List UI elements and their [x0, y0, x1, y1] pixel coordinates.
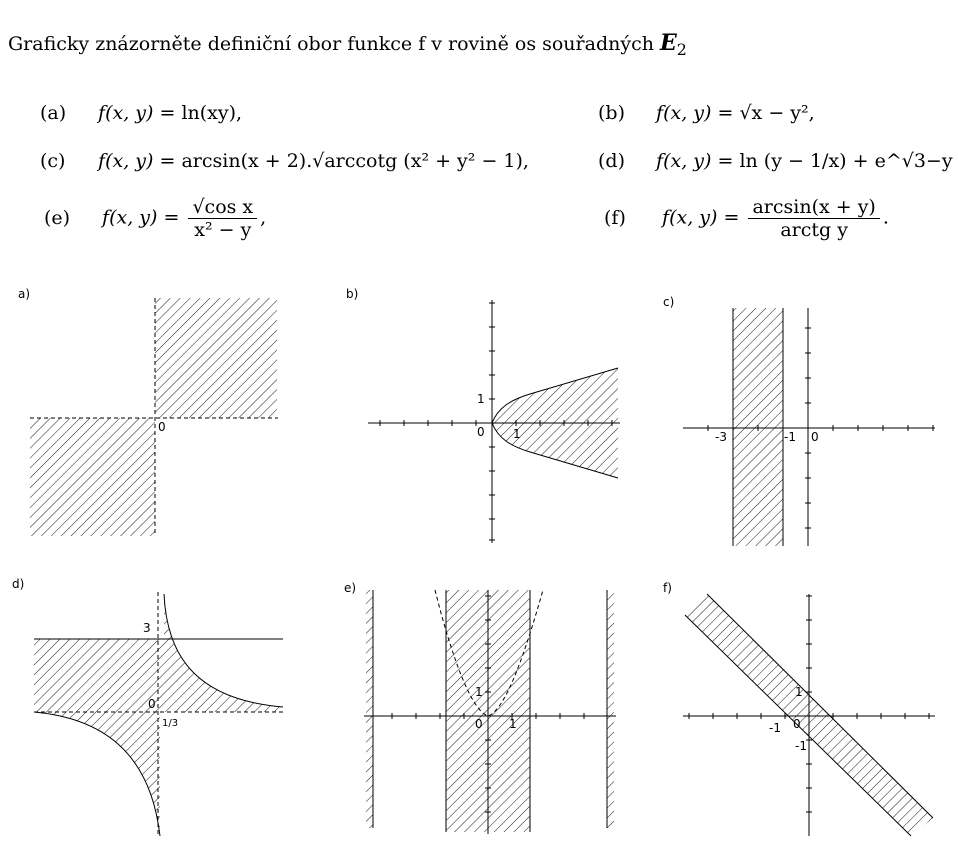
origin-label: 0: [811, 430, 819, 444]
exercise-lhs: f(x, y) =: [98, 150, 176, 172]
fraction-denominator: x² − y: [194, 219, 252, 241]
x-tick-label-neg: -1: [769, 721, 781, 735]
space-subscript: 2: [676, 39, 687, 59]
problem-text: Graficky znázorněte definiční obor funkce f v rovině os souřadných: [8, 33, 654, 55]
exercise-lhs: f(x, y) =: [656, 102, 734, 124]
exercise-rhs: ln (y − 1/x) + e^√3−y: [739, 150, 953, 172]
x-tick-label-right: -1: [784, 430, 796, 444]
exercise-lhs: f(x, y) =: [98, 102, 176, 124]
plot-label: e): [344, 581, 357, 595]
fraction-numerator: √cos x: [188, 196, 257, 219]
y-tick-label-neg: -1: [795, 739, 807, 753]
plot-b: [340, 280, 640, 550]
x-tick-label-left: -3: [715, 430, 727, 444]
plot-f: [655, 570, 955, 845]
y-tick-label: 3: [143, 621, 151, 635]
domain-region-q3: [30, 418, 155, 536]
boundary-upper: [707, 594, 933, 818]
exercise-c: [40, 150, 529, 172]
exercise-lhs: f(x, y) =: [102, 206, 180, 229]
domain-strip-left: [366, 590, 373, 828]
x-tick-label: 1: [513, 427, 521, 441]
problem-statement: [8, 30, 687, 59]
y-tick-label: 1: [477, 392, 485, 406]
exercise-tag: (a): [40, 102, 67, 124]
exercise-d: [598, 150, 953, 172]
space-symbol: E: [660, 30, 677, 56]
plot-label: f): [663, 581, 672, 595]
exercise-rhs: √x − y²,: [739, 102, 815, 124]
plot-label: a): [18, 287, 31, 301]
exercise-tag: (b): [598, 102, 625, 124]
x-tick-label: 1: [509, 717, 517, 731]
fraction-denominator: arctg y: [780, 219, 848, 241]
exercise-tag: (c): [40, 150, 66, 172]
fraction: [748, 196, 879, 241]
origin-label: 0: [793, 717, 801, 731]
exercise-b: [598, 102, 815, 124]
exercise-end: .: [882, 206, 889, 229]
plot-d: [0, 570, 300, 845]
exercise-tag: (f): [604, 206, 626, 229]
origin-label: 0: [475, 717, 483, 731]
origin-label: 0: [477, 425, 485, 439]
plot-label: c): [663, 295, 675, 309]
plot-a: [0, 280, 300, 550]
exercise-lhs: f(x, y) =: [656, 150, 734, 172]
exercise-e: [44, 196, 266, 241]
fraction-numerator: arcsin(x + y): [748, 196, 879, 219]
plot-label: d): [12, 577, 25, 591]
domain-region-q1: [155, 298, 277, 418]
plot-e: [340, 570, 640, 840]
exercise-tag: (d): [598, 150, 625, 172]
plot-label: b): [346, 287, 359, 301]
fraction: [188, 196, 257, 241]
x-tick-label: 1/3: [162, 718, 179, 729]
y-tick-label: 1: [475, 685, 483, 699]
origin-label: 0: [148, 697, 156, 711]
domain-strip-right: [607, 590, 614, 828]
y-tick-label: 1: [795, 685, 803, 699]
exercise-end: ,: [260, 206, 267, 229]
plot-c: [655, 280, 955, 550]
exercise-lhs: f(x, y) =: [662, 206, 740, 229]
exercise-rhs: ln(xy),: [181, 102, 243, 124]
exercise-tag: (e): [44, 206, 71, 229]
exercise-f: [604, 196, 889, 241]
exercise-rhs: arcsin(x + 2).√arccotg (x² + y² − 1),: [181, 150, 529, 172]
exercise-a: [40, 102, 242, 124]
origin-label: 0: [158, 420, 166, 434]
